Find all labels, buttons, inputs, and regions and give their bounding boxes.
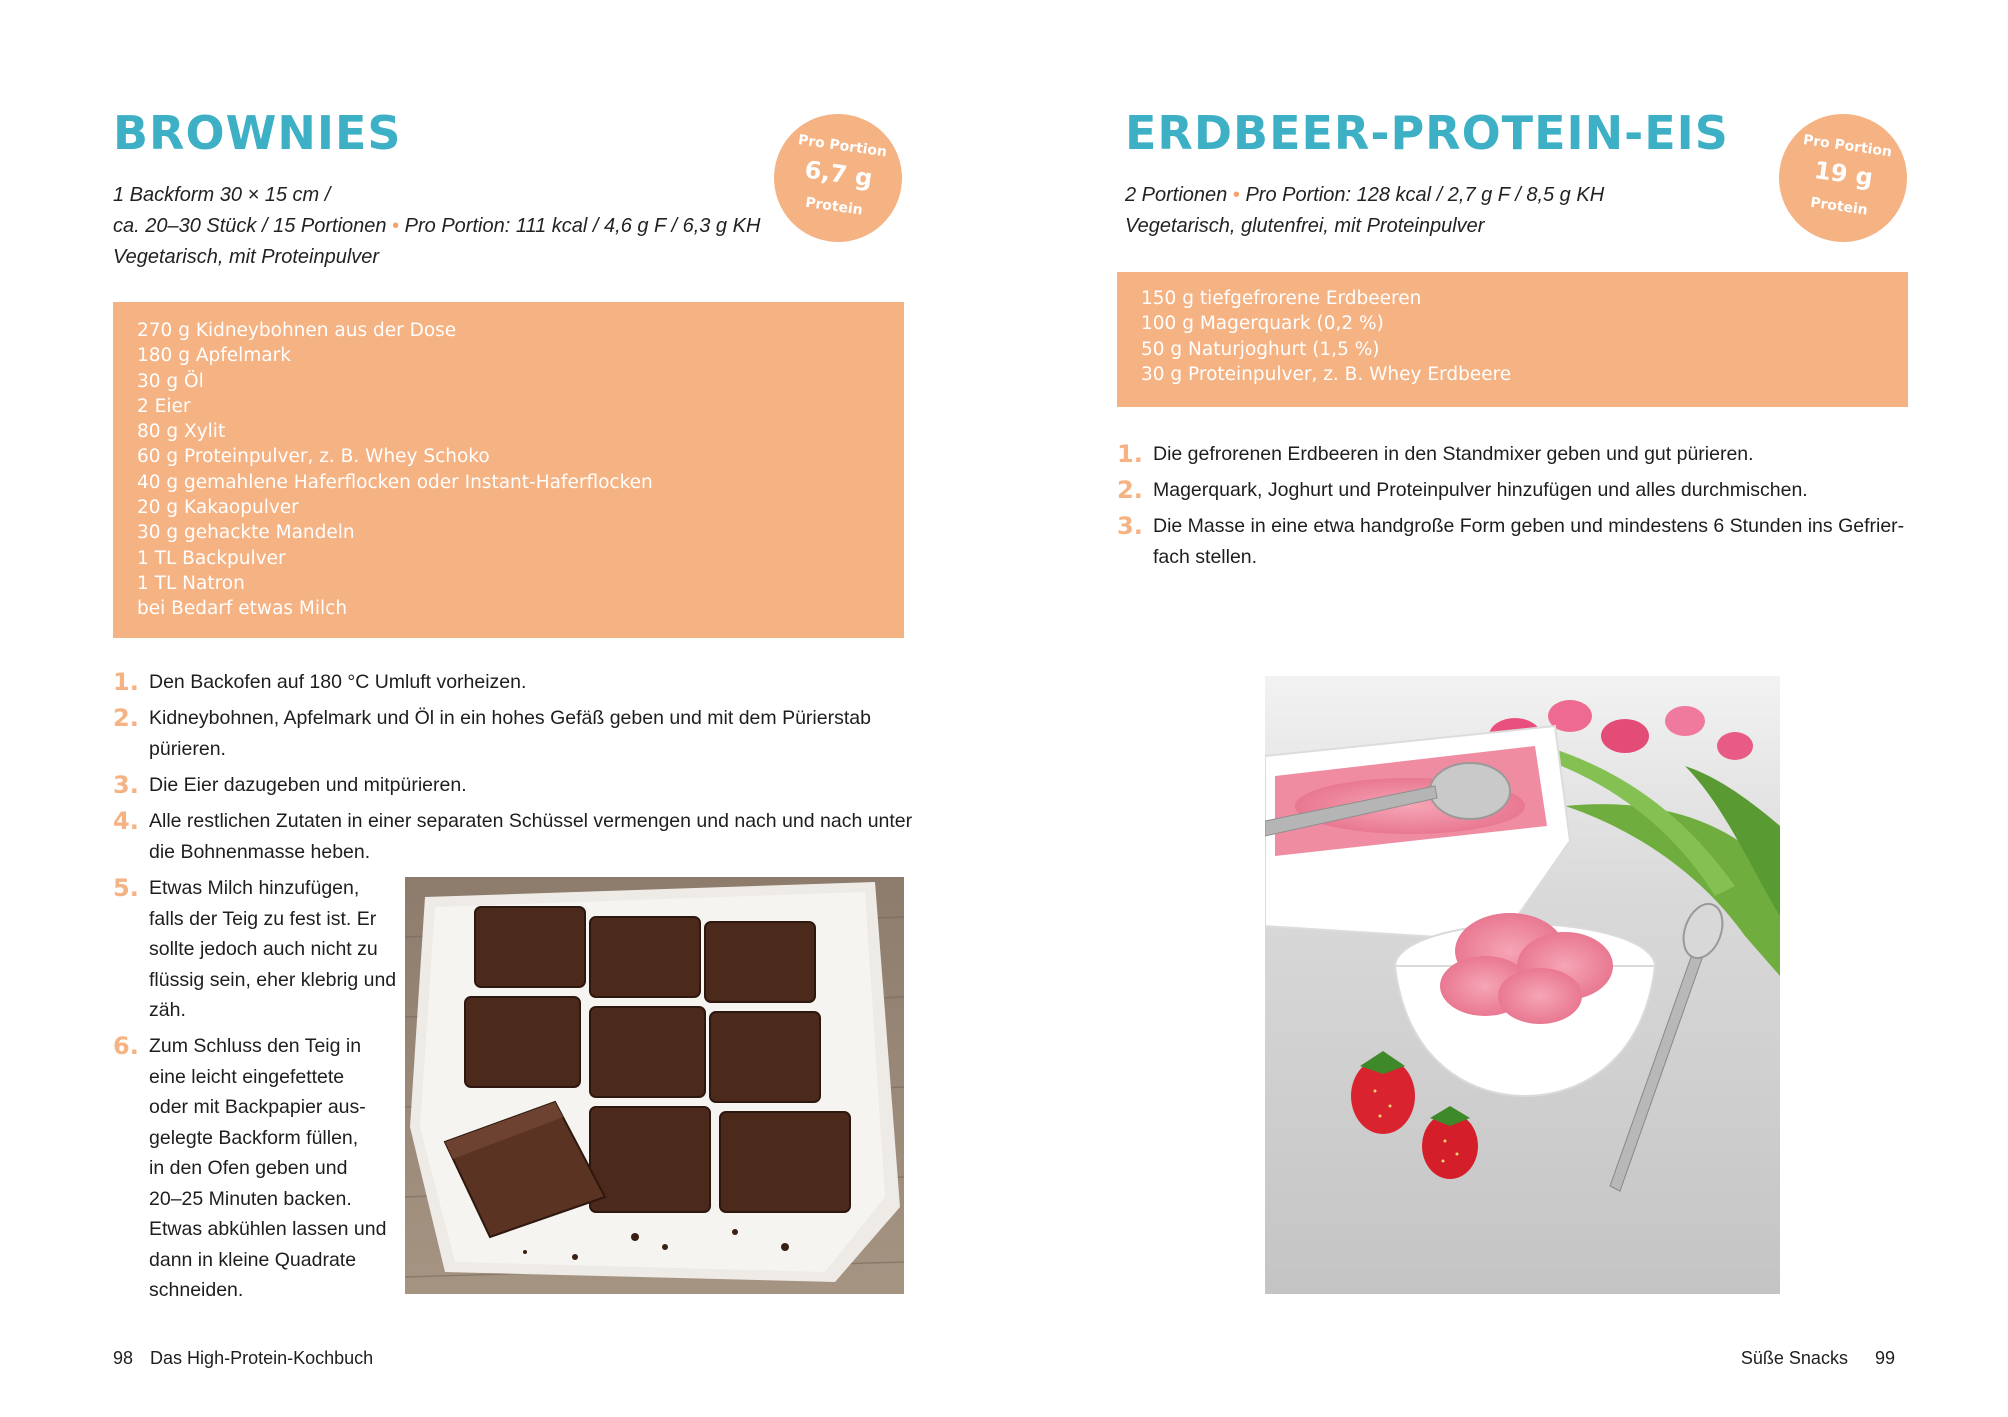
meta-line (113, 211, 760, 242)
ingredient-item: 40 g gemahlene Haferflocken oder Instant-Haferflocken (137, 471, 653, 493)
ingredient-item: 2 Eier (137, 395, 191, 417)
ingredient-item: 20 g Kakaopulver (137, 497, 299, 519)
step-line: Den Backofen auf 180 °C Umluft vorheizen. (149, 671, 527, 693)
step-text (149, 703, 871, 764)
meta-nutrition: Pro Portion: 128 kcal / 2,7 g F / 8,5 g KH (1245, 184, 1605, 206)
step-line: Magerquark, Joghurt und Proteinpulver hinzufügen und alles durchmischen. (1153, 479, 1808, 501)
step-line: gelegte Backform füllen, (149, 1126, 359, 1149)
step-text (149, 873, 396, 1026)
step-line: dann in kleine Quadrate (149, 1248, 357, 1271)
recipe-title-brownies: BROWNIES (113, 106, 402, 160)
badge-label: Pro Portion (1802, 132, 1893, 161)
step-text (149, 770, 467, 801)
badge-value: 6,7 g (802, 155, 875, 193)
step-line: in den Ofen geben und (149, 1157, 348, 1179)
step-line: flüssig sein, eher klebrig und (149, 968, 397, 991)
ingredients-box (113, 302, 904, 638)
badge-unit: Protein (1809, 194, 1869, 219)
ingredient-item: 1 TL Backpulver (137, 547, 286, 569)
step-line: Die Masse in eine etwa handgroße Form geben und mindestens 6 Stunden ins Gefrier- (1153, 515, 1905, 537)
badge-label: Pro Portion (797, 132, 888, 161)
step-number: 3. (113, 771, 139, 799)
badge-value: 19 g (1812, 156, 1875, 193)
ingredient-item: 30 g gehackte Mandeln (137, 522, 355, 544)
step-number: 2. (113, 704, 139, 732)
step-line: oder mit Backpapier aus- (149, 1096, 366, 1118)
step-text (149, 667, 526, 698)
step-text (1153, 439, 1754, 470)
meta-portions: 2 Portionen (1125, 184, 1228, 206)
step-line: sollte jedoch auch nicht zu (149, 938, 378, 960)
step-line: schneiden. (149, 1279, 244, 1301)
ingredient-item: 30 g Öl (137, 370, 204, 392)
meta-line: 1 Backform 30 × 15 cm / (113, 184, 331, 206)
recipe-title-eis: ERDBEER-PROTEIN-EIS (1125, 106, 1729, 160)
meta-line: Vegetarisch, mit Proteinpulver (113, 246, 380, 268)
step-line: falls der Teig zu fest ist. Er (149, 907, 377, 930)
page-number: 99 (1874, 1348, 1895, 1368)
ingredient-item: 50 g Naturjoghurt (1,5 %) (1141, 338, 1380, 360)
ingredients-box (1117, 272, 1908, 407)
protein-badge (766, 106, 911, 251)
step-line: Etwas Milch hinzufügen, (149, 877, 360, 899)
section-title: Süße Snacks (1740, 1348, 1848, 1368)
ingredient-item: 100 g Magerquark (0,2 %) (1141, 313, 1384, 335)
step-line: Etwas abkühlen lassen und (149, 1218, 387, 1240)
ice-cream-illustration (1265, 676, 1780, 1294)
bullet-dot: • (1232, 184, 1240, 206)
step-number: 3. (1117, 512, 1143, 540)
ice-cream-photo (1265, 676, 1780, 1294)
ingredient-item: bei Bedarf etwas Milch (137, 598, 348, 620)
meta-line: Vegetarisch, glutenfrei, mit Proteinpulver (1125, 215, 1485, 237)
ingredient-item: 150 g tiefgefrorene Erdbeeren (1141, 288, 1422, 309)
step-line: Zum Schluss den Teig in (149, 1035, 362, 1057)
step-number: 1. (113, 668, 139, 696)
meta-line (1125, 180, 1604, 211)
badge-unit: Protein (804, 194, 864, 219)
step-number: 5. (113, 874, 139, 902)
brownies-photo (405, 877, 904, 1294)
right-page (1004, 0, 2008, 1417)
step-number: 1. (1117, 440, 1143, 468)
meta-portions: ca. 20–30 Stück / 15 Portionen (113, 215, 387, 237)
recipe-meta-eis (1125, 180, 1604, 242)
meta-nutrition: Pro Portion: 111 kcal / 4,6 g F / 6,3 g KH (404, 215, 761, 237)
ingredient-item: 270 g Kidneybohnen aus der Dose (137, 320, 457, 341)
step-line: pürieren. (149, 737, 226, 760)
step-line: Die gefrorenen Erdbeeren in den Standmixer geben und gut pürieren. (1153, 443, 1754, 465)
ingredient-item: 30 g Proteinpulver, z. B. Whey Erdbeere (1141, 363, 1512, 385)
step-number: 4. (113, 807, 139, 835)
footer-left (113, 1348, 373, 1369)
brownies-illustration (405, 877, 904, 1294)
step-text (1153, 511, 1904, 572)
step-line: Kidneybohnen, Apfelmark und Öl in ein hohes Gefäß geben und mit dem Pürierstab (149, 707, 871, 729)
ingredient-item: 60 g Proteinpulver, z. B. Whey Schoko (137, 446, 490, 468)
step-line: 20–25 Minuten backen. (149, 1187, 352, 1210)
bullet-dot: • (392, 215, 400, 237)
step-line: fach stellen. (1153, 545, 1258, 568)
ingredient-item: 80 g Xylit (137, 421, 226, 443)
step-text (1153, 475, 1808, 506)
recipe-meta-brownies (113, 180, 760, 273)
protein-badge (1771, 106, 1916, 251)
step-line: eine leicht eingefettete (149, 1065, 345, 1088)
ingredient-item: 180 g Apfelmark (137, 345, 291, 367)
step-number: 6. (113, 1032, 139, 1060)
step-line: Die Eier dazugeben und mitpürieren. (149, 774, 467, 796)
step-line: die Bohnenmasse heben. (149, 840, 371, 863)
step-line: Alle restlichen Zutaten in einer separaten Schüssel vermengen und nach und nach unter (149, 810, 913, 832)
step-number: 2. (1117, 476, 1143, 504)
step-text (149, 1031, 386, 1306)
ingredient-item: 1 TL Natron (137, 572, 245, 594)
step-line: zäh. (149, 999, 186, 1021)
page-number: 98 (113, 1348, 134, 1368)
step-text (149, 806, 912, 867)
book-title: Das High-Protein-Kochbuch (150, 1348, 374, 1368)
footer-right (1741, 1348, 1895, 1369)
